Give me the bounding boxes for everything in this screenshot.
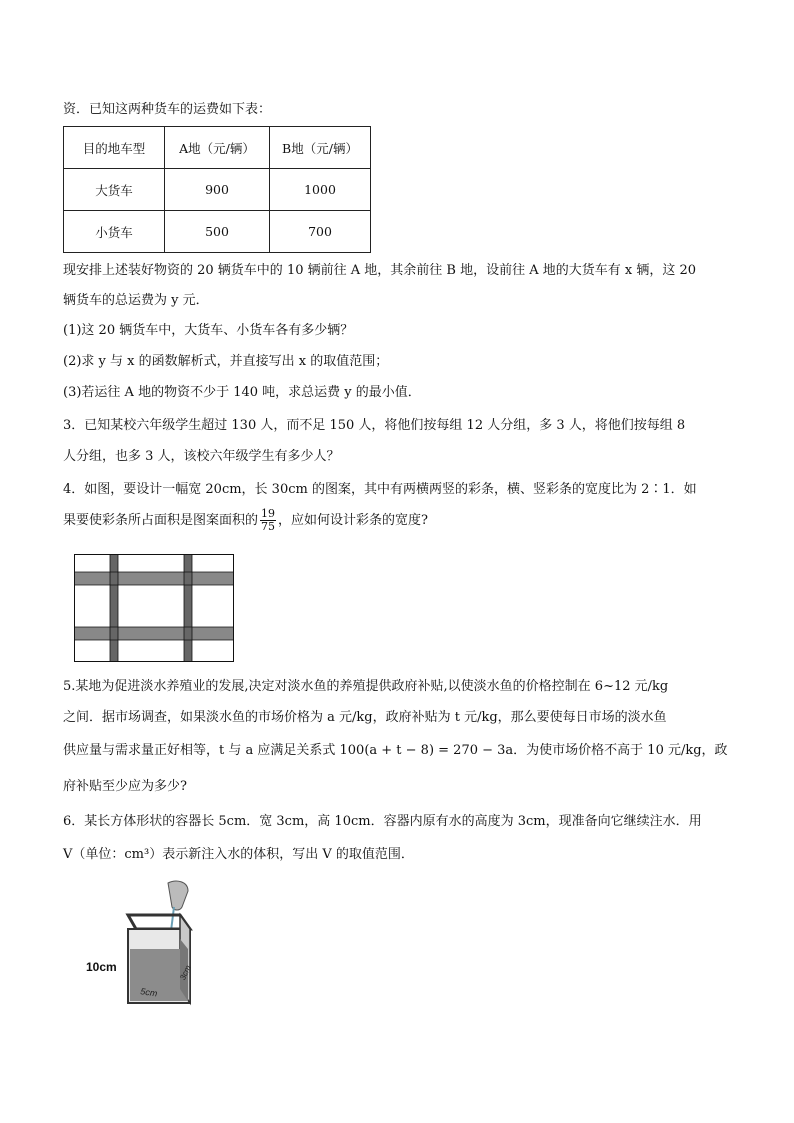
table-cell: 900: [165, 169, 270, 211]
problem4-line2: [63, 508, 428, 533]
length-label: 5cm: [139, 986, 159, 999]
problem2-question1: (1)这 20 辆货车中，大货车、小货车各有多少辆？: [63, 323, 354, 338]
horizontal-stripe: [75, 572, 233, 585]
water-container-figure: [84, 877, 204, 1017]
problem2-line1: 现安排上述装好物资的 20 辆货车中的 10 辆前往 A 地，其余前往 B 地，设前往 A 地的大货车有 x 辆，这 20: [63, 263, 697, 278]
table-cell: 小货车: [64, 211, 165, 253]
fraction-numerator: 19: [261, 507, 276, 520]
problem5-line1: 5.某地为促进淡水养殖业的发展,决定对淡水鱼的养殖提供政府补贴,以使淡水鱼的价格控制在 6~12 元/kg: [63, 679, 669, 694]
freight-table: [63, 126, 371, 253]
width-label: 3cm: [178, 963, 193, 982]
pattern-border: [75, 555, 234, 662]
fraction: [260, 508, 276, 533]
problem3-line2: 人分组，也多 3 人，该校六年级学生有多少人？: [63, 449, 340, 464]
height-label: 10cm: [86, 960, 117, 974]
intro-text: 资．已知这两种货车的运费如下表：: [63, 102, 272, 117]
vertical-stripe: [184, 555, 192, 661]
problem2-line2: 辆货车的总运费为 y 元．: [63, 293, 209, 308]
table-cell: 700: [270, 211, 371, 253]
pouring-hand-icon: [168, 881, 188, 910]
table-header-row: [64, 127, 371, 169]
table-row: [64, 169, 371, 211]
problem5-line3: 供应量与需求量正好相等，t 与 a 应满足关系式 100(a + t − 8) = 270 − 3a．为使市场价格不高于 10 元/kg，政: [63, 743, 728, 758]
problem5-line2: 之间．据市场调查，如果淡水鱼的市场价格为 a 元/kg，政府补贴为 t 元/kg，那么要使每日市场的淡水鱼: [63, 710, 667, 725]
problem4-line2-end: ，应如何设计彩条的宽度?: [278, 513, 428, 528]
table-cell: B地（元/辆）: [270, 127, 371, 169]
fraction-denominator: 75: [261, 520, 276, 533]
problem5-line4: 府补贴至少应为多少?: [63, 779, 187, 794]
problem4-line2-text: 果要使彩条所占面积是图案面积的: [63, 513, 259, 528]
table-cell: 目的地车型: [64, 127, 165, 169]
table-cell: 500: [165, 211, 270, 253]
table-row: [64, 211, 371, 253]
problem6-line2: V（单位：cm³）表示新注入水的体积，写出 V 的取值范围．: [63, 847, 414, 862]
table-cell: 大货车: [64, 169, 165, 211]
table-cell: A地（元/辆）: [165, 127, 270, 169]
problem2-question2: (2)求 y 与 x 的函数解析式，并直接写出 x 的取值范围；: [63, 354, 389, 369]
vertical-stripe: [110, 555, 118, 661]
problem4-line1: 4．如图，要设计一幅宽 20cm，长 30cm 的图案，其中有两横两竖的彩条，横、竖彩条的宽度比为 2∶1．如: [63, 482, 697, 497]
stripe-pattern-figure: [74, 554, 234, 662]
problem6-line1: 6．某长方体形状的容器长 5cm．宽 3cm，高 10cm．容器内原有水的高度为 3cm，现准备向它继续注水．用: [63, 814, 702, 829]
table-cell: 1000: [270, 169, 371, 211]
problem2-question3: (3)若运往 A 地的物资不少于 140 吨，求总运费 y 的最小值．: [63, 385, 421, 400]
problem3-line1: 3．已知某校六年级学生超过 130 人，而不足 150 人，将他们按每组 12 人分组，多 3 人，将他们按每组 8: [63, 418, 686, 433]
horizontal-stripe: [75, 627, 233, 640]
